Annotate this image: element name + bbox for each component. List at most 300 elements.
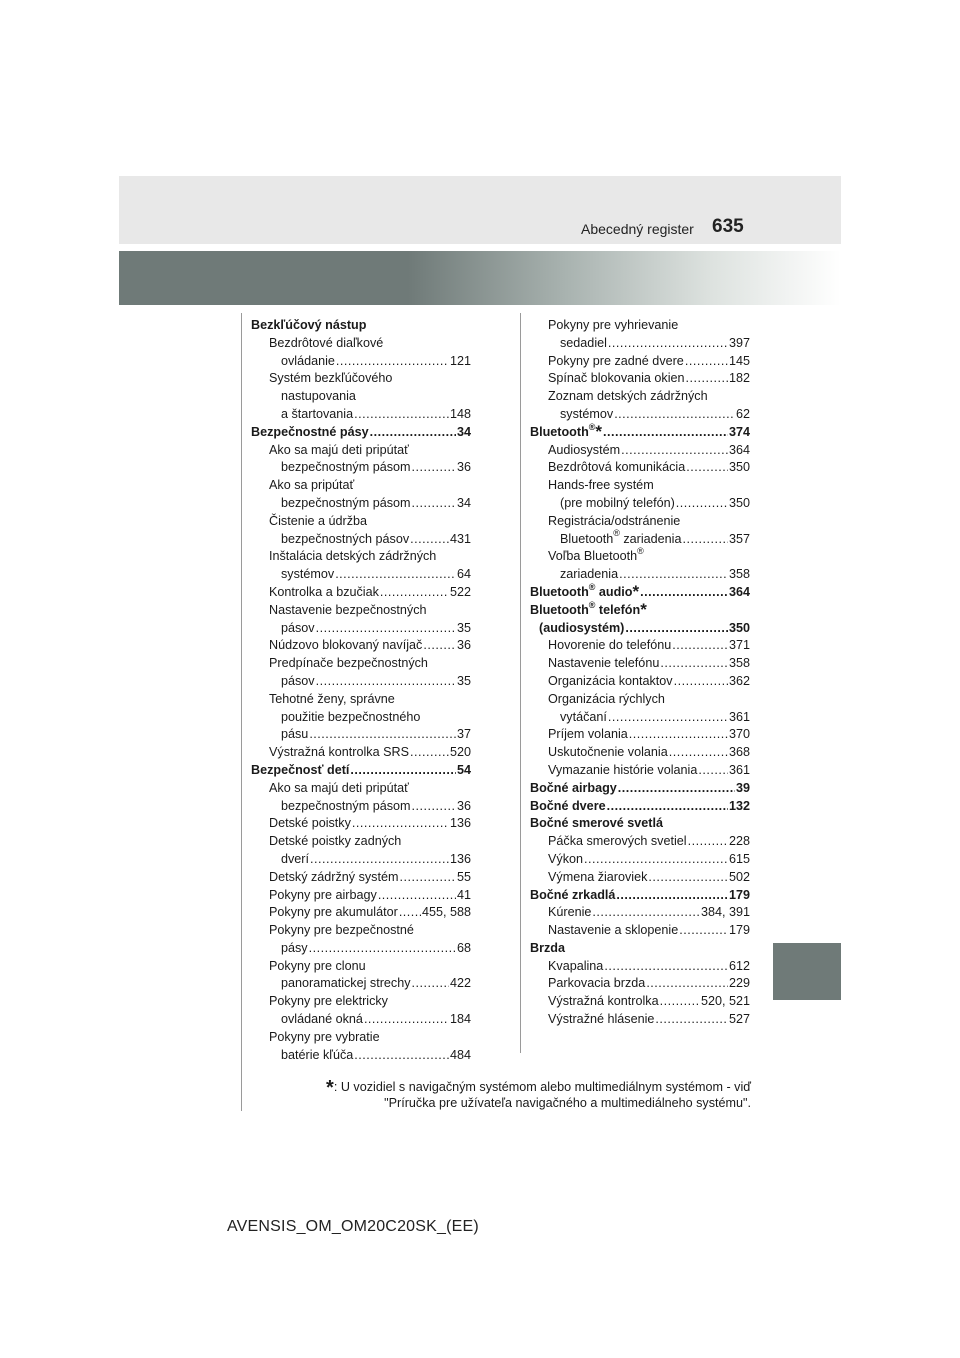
entry-label: Bezdrôtová komunikácia bbox=[548, 460, 686, 475]
page-reference: 520 bbox=[449, 745, 471, 760]
dot-leader bbox=[676, 495, 728, 513]
entry-text bbox=[281, 620, 315, 638]
entry-label: Pokyny pre zadné dvere bbox=[548, 353, 684, 368]
index-entry-sub bbox=[251, 335, 471, 353]
entry-text bbox=[281, 940, 308, 958]
entry-text bbox=[548, 726, 628, 744]
entry-label: Voľba Bluetooth bbox=[548, 549, 638, 564]
index-entry-continuation bbox=[251, 406, 471, 424]
entry-text bbox=[269, 514, 367, 528]
page-reference: 431 bbox=[449, 531, 471, 546]
index-entry-continuation bbox=[530, 406, 750, 424]
index-entry-sub bbox=[530, 1011, 750, 1029]
entry-text bbox=[281, 710, 420, 724]
index-entry-continuation bbox=[530, 709, 750, 727]
dot-leader bbox=[686, 459, 728, 477]
entry-label: vytáčaní bbox=[560, 709, 607, 724]
entry-text bbox=[548, 851, 583, 869]
entry-label: Ako sa majú deti pripútať bbox=[269, 780, 409, 795]
entry-text bbox=[269, 549, 436, 563]
entry-label: Hands-free systém bbox=[548, 478, 654, 493]
entry-label: dverí bbox=[281, 851, 309, 866]
entry-text bbox=[530, 798, 606, 816]
entry-text bbox=[548, 904, 591, 922]
footnote-line-1: : U vozidiel s navigačným systémom alebo multimediálnym systémom - viď bbox=[333, 1080, 751, 1094]
entry-text bbox=[269, 371, 392, 385]
entry-text bbox=[269, 994, 388, 1008]
entry-label: Systém bezkľúčového bbox=[269, 371, 393, 386]
entry-text bbox=[281, 459, 411, 477]
index-entry-sub bbox=[251, 887, 471, 905]
index-entry-continuation bbox=[251, 673, 471, 691]
dot-leader bbox=[412, 975, 449, 993]
chapter-side-tab bbox=[773, 943, 841, 1000]
page-reference: 502 bbox=[728, 869, 750, 884]
entry-label: Organizácia kontaktov bbox=[548, 673, 673, 688]
footnote-line-2: "Príručka pre užívateľa navigačného a multimediálneho systému". bbox=[384, 1096, 751, 1110]
dot-leader bbox=[335, 566, 456, 584]
entry-label: systémov bbox=[560, 406, 614, 421]
entry-label: Ako sa majú deti pripútať bbox=[269, 442, 409, 457]
dot-leader bbox=[316, 673, 456, 691]
index-entry-sub bbox=[251, 442, 471, 460]
dot-leader bbox=[423, 637, 456, 655]
index-entry-sub bbox=[251, 602, 471, 620]
page-reference: 422 bbox=[449, 976, 471, 991]
page-reference: 229 bbox=[728, 976, 750, 991]
page-reference: 358 bbox=[728, 567, 750, 582]
index-entry-sub bbox=[530, 620, 750, 638]
entry-label: Bočné dvere bbox=[530, 798, 606, 813]
entry-label: (audiosystém) bbox=[539, 620, 625, 635]
page-reference: 350 bbox=[728, 620, 750, 635]
index-entry-sub bbox=[530, 993, 750, 1011]
footnote-marker: * bbox=[326, 1077, 334, 1099]
page-reference: 520, 521 bbox=[700, 994, 750, 1009]
entry-text bbox=[281, 353, 335, 371]
dot-leader bbox=[686, 370, 728, 388]
page-reference: 350 bbox=[728, 495, 750, 510]
entry-label: Kontrolka a bzučiak bbox=[269, 584, 379, 599]
dot-leader bbox=[604, 958, 728, 976]
index-entry-sub bbox=[530, 958, 750, 976]
entry-text bbox=[560, 709, 607, 727]
dot-leader bbox=[603, 424, 728, 442]
index-entry-sub bbox=[530, 833, 750, 851]
dot-leader bbox=[669, 744, 728, 762]
entry-label: pásu bbox=[281, 727, 309, 742]
index-entry-sub bbox=[530, 459, 750, 477]
entry-text bbox=[548, 353, 684, 371]
page-reference: 179 bbox=[728, 923, 750, 938]
entry-label: Bezpečnosť detí bbox=[251, 762, 350, 777]
page-reference: 364 bbox=[728, 584, 750, 599]
page-reference: 184 bbox=[449, 1012, 471, 1027]
entry-text bbox=[560, 335, 607, 353]
dot-leader bbox=[660, 993, 700, 1011]
page-reference: 34 bbox=[456, 495, 471, 510]
page-reference: 361 bbox=[728, 709, 750, 724]
page-reference: 350 bbox=[728, 460, 750, 475]
index-entry-sub bbox=[530, 691, 750, 709]
entry-label: Výstražné hlásenie bbox=[548, 1012, 655, 1027]
index-entry-sub bbox=[530, 904, 750, 922]
footnote-star-icon: * bbox=[632, 581, 640, 601]
entry-label: pásov bbox=[281, 620, 315, 635]
index-entry-sub bbox=[530, 388, 750, 406]
index-entry-sub bbox=[530, 744, 750, 762]
index-entry-sub bbox=[251, 780, 471, 798]
header-title: Abecedný register bbox=[581, 221, 694, 237]
dot-leader bbox=[412, 798, 456, 816]
entry-label: Výmena žiaroviek bbox=[548, 869, 648, 884]
page-reference: 136 bbox=[449, 816, 471, 831]
dot-leader bbox=[410, 531, 449, 549]
entry-text bbox=[548, 993, 659, 1011]
index-entry-sub bbox=[530, 513, 750, 531]
entry-label: Brzda bbox=[530, 940, 565, 955]
entry-text bbox=[530, 887, 615, 905]
index-column-left bbox=[251, 317, 471, 1064]
entry-text bbox=[281, 566, 334, 584]
entry-label: Pokyny pre airbagy bbox=[269, 887, 377, 902]
entry-text bbox=[548, 692, 665, 706]
dot-leader bbox=[410, 744, 449, 762]
dot-leader bbox=[350, 762, 456, 780]
page-number: 635 bbox=[712, 216, 744, 237]
entry-text bbox=[251, 762, 349, 780]
page-reference: 362 bbox=[728, 673, 750, 688]
index-entry-sub bbox=[530, 442, 750, 460]
index-entry-main bbox=[530, 780, 750, 798]
entry-label: Pokyny pre akumulátor bbox=[269, 905, 398, 920]
entry-label: bezpečnostných pásov bbox=[281, 531, 410, 546]
index-entry-sub bbox=[251, 744, 471, 762]
entry-label: (pre mobilný telefón) bbox=[560, 495, 675, 510]
entry-label: pásy bbox=[281, 940, 308, 955]
entry-text bbox=[548, 442, 620, 460]
registered-mark: ® bbox=[613, 528, 620, 539]
index-entry-sub bbox=[251, 691, 471, 709]
entry-label: Pokyny pre bezpečnostné bbox=[269, 923, 414, 938]
entry-label: Vymazanie histórie volania bbox=[548, 762, 698, 777]
entry-text bbox=[548, 869, 647, 887]
index-entry-sub bbox=[530, 655, 750, 673]
index-entry-main bbox=[530, 421, 750, 442]
entry-label: Nastavenie telefónu bbox=[548, 656, 660, 671]
page-reference: 41 bbox=[456, 887, 471, 902]
entry-label: Páčka smerových svetiel bbox=[548, 834, 687, 849]
index-entry-main bbox=[530, 940, 750, 958]
entry-label: ovládané okná bbox=[281, 1012, 363, 1027]
index-entry-sub bbox=[530, 726, 750, 744]
entry-label: ovládanie bbox=[281, 353, 335, 368]
dot-leader bbox=[660, 655, 728, 673]
entry-text bbox=[548, 958, 603, 976]
entry-label: Bezpečnostné pásy bbox=[251, 424, 369, 439]
registered-mark: ® bbox=[588, 581, 596, 592]
entry-label: Nastavenie a sklopenie bbox=[548, 923, 679, 938]
index-entry-continuation bbox=[251, 388, 471, 406]
entry-text bbox=[548, 673, 673, 691]
page-reference: 148 bbox=[449, 406, 471, 421]
entry-label: Pokyny pre elektricky bbox=[269, 994, 388, 1009]
entry-label: Detské poistky bbox=[269, 816, 351, 831]
dot-leader bbox=[698, 762, 728, 780]
page-reference: 397 bbox=[728, 335, 750, 350]
index-entry-sub bbox=[251, 370, 471, 388]
dot-leader bbox=[412, 459, 456, 477]
entry-label: Príjem volania bbox=[548, 727, 628, 742]
page-reference: 484 bbox=[449, 1047, 471, 1062]
entry-text bbox=[269, 336, 383, 350]
entry-label-tail: telefón bbox=[595, 602, 641, 617]
dot-leader bbox=[309, 940, 456, 958]
registered-mark: ® bbox=[588, 421, 596, 432]
entry-text bbox=[269, 584, 379, 602]
entry-label: Bočné zrkadlá bbox=[530, 887, 616, 902]
dot-leader bbox=[378, 887, 456, 905]
dot-leader bbox=[682, 531, 728, 549]
dot-leader bbox=[648, 869, 728, 887]
entry-label: Pokyny pre vyhrievanie bbox=[548, 318, 679, 332]
entry-text bbox=[548, 514, 680, 528]
entry-text bbox=[281, 726, 308, 744]
entry-text bbox=[251, 318, 366, 332]
entry-text bbox=[281, 531, 409, 549]
page-reference: 36 bbox=[456, 798, 471, 813]
dot-leader bbox=[618, 780, 735, 798]
entry-text bbox=[548, 1011, 654, 1029]
entry-text bbox=[530, 816, 663, 830]
entry-text bbox=[281, 1011, 363, 1029]
index-entry-sub bbox=[251, 904, 471, 922]
index-entry-main bbox=[530, 599, 750, 620]
entry-text bbox=[530, 941, 565, 955]
footnote bbox=[251, 1079, 751, 1111]
dot-leader bbox=[584, 851, 728, 869]
page-reference: 34 bbox=[456, 424, 471, 439]
entry-label: pásov bbox=[281, 673, 315, 688]
entry-text bbox=[548, 762, 697, 780]
entry-label: Výstražná kontrolka SRS bbox=[269, 745, 409, 760]
entry-label-tail: zariadenia bbox=[619, 531, 682, 546]
entry-text bbox=[548, 922, 678, 940]
index-entry-continuation bbox=[251, 1047, 471, 1065]
entry-text bbox=[269, 815, 351, 833]
entry-label: bezpečnostným pásom bbox=[281, 495, 411, 510]
index-entry-sub bbox=[251, 958, 471, 976]
index-entry-continuation bbox=[251, 566, 471, 584]
dot-leader bbox=[614, 406, 735, 424]
dot-leader bbox=[674, 673, 728, 691]
entry-text bbox=[281, 851, 309, 869]
dot-leader bbox=[685, 353, 728, 371]
entry-text bbox=[548, 389, 708, 403]
dot-leader bbox=[672, 637, 728, 655]
index-column-right bbox=[530, 317, 750, 1029]
page-reference: 358 bbox=[728, 656, 750, 671]
entry-text bbox=[548, 744, 668, 762]
entry-label: použitie bezpečnostného bbox=[281, 709, 421, 724]
entry-text bbox=[548, 833, 687, 851]
entry-text bbox=[560, 406, 613, 424]
entry-label: Kúrenie bbox=[548, 905, 592, 920]
entry-text bbox=[560, 495, 675, 513]
page-reference: 54 bbox=[456, 762, 471, 777]
entry-text bbox=[251, 424, 369, 442]
index-entry-sub bbox=[251, 1029, 471, 1047]
registered-mark: ® bbox=[588, 599, 596, 610]
entry-label: Spínač blokovania okien bbox=[548, 371, 685, 386]
index-entry-sub bbox=[530, 370, 750, 388]
entry-label: Hovorenie do telefónu bbox=[548, 638, 672, 653]
index-entry-sub bbox=[530, 869, 750, 887]
index-entry-continuation bbox=[530, 495, 750, 513]
entry-text bbox=[269, 887, 377, 905]
entry-text bbox=[281, 389, 356, 403]
dot-leader bbox=[354, 1047, 449, 1065]
page-reference: 36 bbox=[456, 638, 471, 653]
page-reference: 35 bbox=[456, 620, 471, 635]
index-entry-continuation bbox=[251, 459, 471, 477]
index-entry-continuation bbox=[251, 495, 471, 513]
entry-text bbox=[548, 975, 645, 993]
index-entry-sub bbox=[530, 673, 750, 691]
entry-text bbox=[281, 673, 315, 691]
index-entry-continuation bbox=[530, 335, 750, 353]
page-reference: 36 bbox=[456, 460, 471, 475]
entry-label: systémov bbox=[281, 567, 335, 582]
footnote-star-icon: * bbox=[640, 599, 647, 619]
dot-leader bbox=[616, 887, 728, 905]
index-entry-main bbox=[530, 887, 750, 905]
page-reference: 370 bbox=[728, 727, 750, 742]
entry-label: a štartovania bbox=[281, 406, 354, 421]
entry-label: Čistenie a údržba bbox=[269, 513, 368, 528]
index-entry-sub bbox=[530, 851, 750, 869]
left-margin-rule bbox=[241, 313, 242, 1111]
dot-leader bbox=[608, 335, 728, 353]
index-entry-sub bbox=[251, 477, 471, 495]
index-entry-sub bbox=[251, 993, 471, 1011]
entry-label: Výkon bbox=[548, 851, 584, 866]
entry-label: zariadenia bbox=[560, 567, 619, 582]
page-reference: 228 bbox=[728, 834, 750, 849]
entry-label: Bezdrôtové diaľkové bbox=[269, 335, 384, 350]
entry-text bbox=[269, 637, 422, 655]
entry-label: Tehotné ženy, správne bbox=[269, 691, 395, 706]
index-entry-sub bbox=[251, 548, 471, 566]
index-entry-sub bbox=[530, 548, 750, 566]
entry-label: Bočné airbagy bbox=[530, 780, 617, 795]
entry-label: Bluetooth bbox=[530, 584, 589, 599]
index-entry-sub bbox=[251, 833, 471, 851]
entry-text bbox=[281, 406, 353, 424]
entry-label: Kvapalina bbox=[548, 958, 604, 973]
entry-label: Výstražná kontrolka bbox=[548, 994, 659, 1009]
page-reference: 132 bbox=[728, 798, 750, 813]
entry-label: Detský zádržný systém bbox=[269, 869, 399, 884]
page-reference: 361 bbox=[728, 762, 750, 777]
index-entry-main bbox=[251, 762, 471, 780]
index-entry-sub bbox=[530, 975, 750, 993]
entry-text bbox=[560, 528, 682, 549]
index-entry-sub bbox=[530, 353, 750, 371]
entry-label: sedadiel bbox=[560, 335, 607, 350]
index-entry-continuation bbox=[251, 940, 471, 958]
dot-leader bbox=[646, 975, 728, 993]
entry-label: Bezkľúčový nástup bbox=[251, 318, 367, 332]
entry-text bbox=[548, 318, 678, 332]
index-entry-sub bbox=[530, 317, 750, 335]
dot-leader bbox=[310, 851, 449, 869]
document-code: AVENSIS_OM_OM20C20SK_(EE) bbox=[227, 1218, 479, 1235]
page-reference: 615 bbox=[728, 851, 750, 866]
index-entry-continuation bbox=[251, 531, 471, 549]
entry-text bbox=[269, 781, 409, 795]
footnote-star-icon: * bbox=[595, 421, 603, 441]
page-reference: 522 bbox=[449, 584, 471, 599]
index-entry-continuation bbox=[251, 726, 471, 744]
entry-label: bezpečnostným pásom bbox=[281, 798, 411, 813]
entry-text bbox=[548, 637, 671, 655]
dot-leader bbox=[309, 726, 456, 744]
entry-label: Registrácia/odstránenie bbox=[548, 513, 681, 528]
index-entry-sub bbox=[530, 922, 750, 940]
entry-text bbox=[548, 370, 685, 388]
index-entry-sub bbox=[251, 922, 471, 940]
entry-text bbox=[281, 495, 411, 513]
entry-label: Pokyny pre vybratie bbox=[269, 1029, 380, 1044]
dot-leader bbox=[399, 904, 421, 922]
entry-label: Bočné smerové svetlá bbox=[530, 816, 664, 831]
dot-leader bbox=[336, 353, 449, 371]
entry-label: Nastavenie bezpečnostných bbox=[269, 602, 427, 617]
entry-text bbox=[530, 599, 647, 619]
entry-label: Parkovacia brzda bbox=[548, 976, 646, 991]
page-reference: 371 bbox=[728, 638, 750, 653]
entry-text bbox=[269, 923, 414, 937]
entry-label: Bluetooth bbox=[530, 424, 589, 439]
entry-text bbox=[281, 975, 411, 993]
index-entry-continuation bbox=[251, 851, 471, 869]
entry-text bbox=[281, 798, 411, 816]
index-entry-continuation bbox=[251, 975, 471, 993]
dot-leader bbox=[352, 815, 449, 833]
registered-mark: ® bbox=[637, 546, 644, 557]
dot-leader bbox=[354, 406, 449, 424]
entry-label: nastupovania bbox=[281, 389, 356, 404]
dot-leader bbox=[625, 620, 728, 638]
index-entry-continuation bbox=[530, 566, 750, 584]
page-reference: 374 bbox=[728, 424, 750, 439]
page-reference: 136 bbox=[449, 851, 471, 866]
dot-leader bbox=[592, 904, 700, 922]
dot-leader bbox=[364, 1011, 449, 1029]
page-reference: 35 bbox=[456, 673, 471, 688]
dot-leader bbox=[370, 424, 456, 442]
page-reference: 68 bbox=[456, 940, 471, 955]
entry-label: bezpečnostným pásom bbox=[281, 460, 411, 475]
page-reference: 62 bbox=[735, 406, 750, 421]
entry-label: batérie kľúča bbox=[281, 1047, 354, 1062]
entry-text bbox=[269, 869, 398, 887]
index-entry-sub bbox=[530, 762, 750, 780]
entry-label: Audiosystém bbox=[548, 442, 621, 457]
entry-text bbox=[269, 603, 427, 617]
dot-leader bbox=[399, 869, 456, 887]
